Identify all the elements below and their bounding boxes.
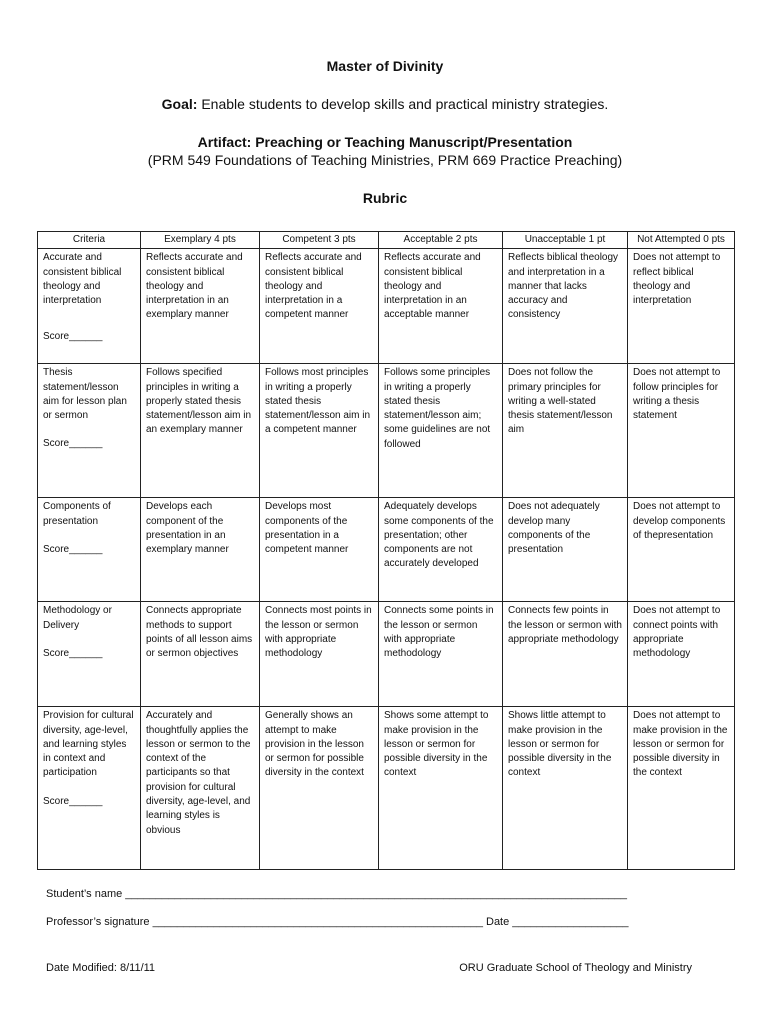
student-name-line[interactable]: Student’s name __________________________________________________________________________________	[46, 888, 627, 900]
rubric-cell: Follows specified principles in writing a properly stated thesis statement/lesson aim in an exemplary manner	[141, 364, 260, 498]
rubric-cell: Does not attempt to develop components of thepresentation	[628, 498, 735, 602]
score-field: Score______	[43, 647, 103, 659]
header-exemplary: Exemplary 4 pts	[141, 232, 260, 249]
rubric-cell: Develops each component of the presentation in an exemplary manner	[141, 498, 260, 602]
header-unacceptable: Unacceptable 1 pt	[503, 232, 628, 249]
rubric-cell: Does not attempt to follow principles for writing a thesis statement	[628, 364, 735, 498]
table-row	[38, 498, 735, 602]
course-list: (PRM 549 Foundations of Teaching Ministries, PRM 669 Practice Preaching)	[147, 152, 623, 168]
goal-label: Goal:	[161, 96, 198, 112]
header-competent: Competent 3 pts	[260, 232, 379, 249]
criteria-cell	[38, 498, 141, 602]
table-row	[38, 364, 735, 498]
section-title: Rubric	[362, 190, 408, 206]
artifact-title: Artifact: Preaching or Teaching Manuscript/Presentation	[197, 134, 573, 150]
criteria-text: Components of presentation	[43, 501, 111, 527]
goal-text: Enable students to develop skills and practical ministry strategies.	[197, 96, 609, 112]
professor-signature-line[interactable]: Professor’s signature ______________________________________________________ Date ___________________	[46, 916, 629, 928]
school-name: ORU Graduate School of Theology and Ministry	[459, 962, 692, 974]
score-field: Score______	[43, 795, 103, 807]
rubric-cell: Reflects biblical theology and interpretation in a manner that lacks accuracy and consistency	[503, 249, 628, 364]
date-modified: Date Modified: 8/11/11	[46, 962, 156, 974]
rubric-cell: Follows some principles in writing a properly stated thesis statement/lesson aim; some guidelines are not followed	[379, 364, 503, 498]
rubric-cell: Connects appropriate methods to support points of all lesson aims or sermon objectives	[141, 602, 260, 707]
score-field: Score______	[43, 438, 103, 450]
rubric-cell: Connects few points in the lesson or sermon with appropriate methodology	[503, 602, 628, 707]
rubric-cell: Does not follow the primary principles for writing a well-stated thesis statement/lesson aim	[503, 364, 628, 498]
rubric-cell: Shows some attempt to make provision in the lesson or sermon for possible diversity in the context	[379, 707, 503, 870]
table-header-row	[38, 232, 735, 249]
table-row	[38, 707, 735, 870]
rubric-cell: Does not adequately develop many components of the presentation	[503, 498, 628, 602]
goal-line	[0, 96, 770, 112]
criteria-cell	[38, 602, 141, 707]
rubric-cell: Generally shows an attempt to make provision in the lesson or sermon for possible diversity in the context	[260, 707, 379, 870]
rubric-cell: Does not attempt to connect points with appropriate methodology	[628, 602, 735, 707]
header-criteria: Criteria	[38, 232, 141, 249]
rubric-cell: Adequately develops some components of the presentation; other components are not accurately developed	[379, 498, 503, 602]
table-row	[38, 249, 735, 364]
document-title: Master of Divinity	[326, 58, 444, 74]
criteria-cell	[38, 364, 141, 498]
criteria-text: Accurate and consistent biblical theology and interpretation	[43, 252, 122, 307]
rubric-cell: Reflects accurate and consistent biblical theology and interpretation in an exemplary manner	[141, 249, 260, 364]
criteria-text: Thesis statement/lesson aim for lesson plan or sermon	[43, 367, 127, 422]
criteria-cell	[38, 249, 141, 364]
rubric-cell: Reflects accurate and consistent biblical theology and interpretation in a competent manner	[260, 249, 379, 364]
score-field: Score______	[43, 331, 103, 343]
rubric-cell: Reflects accurate and consistent biblical theology and interpretation in an acceptable manner	[379, 249, 503, 364]
rubric-cell: Connects most points in the lesson or sermon with appropriate methodology	[260, 602, 379, 707]
score-field: Score______	[43, 543, 103, 555]
rubric-cell: Develops most components of the presentation in a competent manner	[260, 498, 379, 602]
header-acceptable: Acceptable 2 pts	[379, 232, 503, 249]
rubric-table	[37, 231, 735, 870]
criteria-text: Provision for cultural diversity, age-level, and learning styles in context and participation	[43, 710, 134, 779]
criteria-cell	[38, 707, 141, 870]
table-row	[38, 602, 735, 707]
rubric-cell: Does not attempt to reflect biblical theology and interpretation	[628, 249, 735, 364]
criteria-text: Methodology or Delivery	[43, 605, 112, 631]
rubric-cell: Follows most principles in writing a properly stated thesis statement/lesson aim in a competent manner	[260, 364, 379, 498]
rubric-cell: Connects some points in the lesson or sermon with appropriate methodology	[379, 602, 503, 707]
rubric-cell: Does not attempt to make provision in the lesson or sermon for possible diversity in the context	[628, 707, 735, 870]
header-not-attempted: Not Attempted 0 pts	[628, 232, 735, 249]
rubric-cell: Accurately and thoughtfully applies the lesson or sermon to the context of the participants so that provision for cultural diversity, age-level, and learning styles is obvious	[141, 707, 260, 870]
rubric-cell: Shows little attempt to make provision in the lesson or sermon for possible diversity in the context	[503, 707, 628, 870]
